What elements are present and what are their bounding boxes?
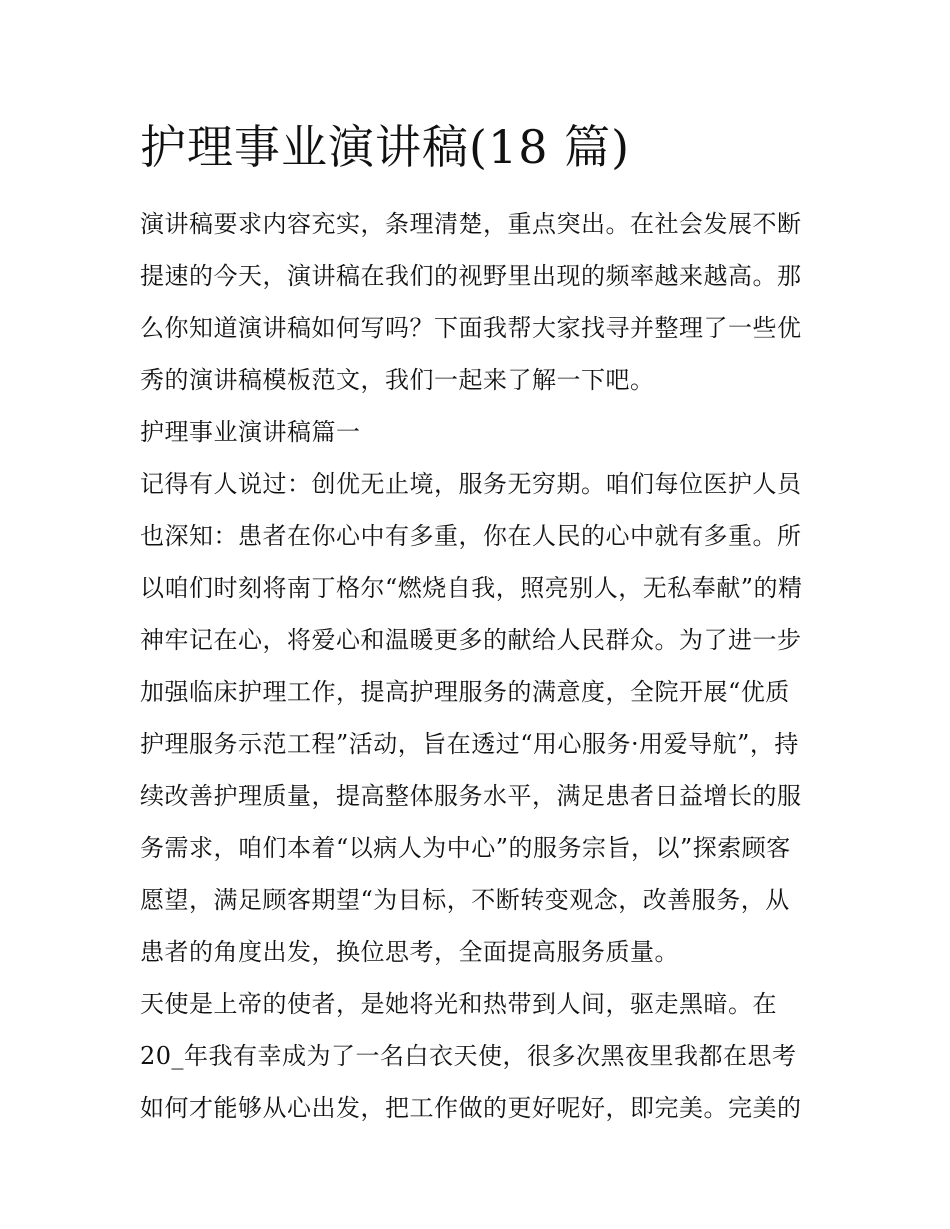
text-line: 患者的角度出发，换位思考，全面提高服务质量。 bbox=[140, 938, 679, 966]
text-line: 愿望，满足顾客期望“为目标，不断转变观念，改善服务，从 bbox=[140, 886, 790, 914]
document-content bbox=[140, 112, 820, 1134]
section-heading: 护理事业演讲稿篇一 bbox=[140, 418, 361, 446]
text-line: 么你知道演讲稿如何写吗？下面我帮大家找寻并整理了一些优 bbox=[140, 314, 802, 342]
text-line: 如何才能够从心出发，把工作做的更好呢好，即完美。完美的 bbox=[140, 1094, 802, 1122]
text-line: 加强临床护理工作，提高护理服务的满意度，全院开展“优质 bbox=[140, 678, 790, 706]
document-body bbox=[140, 198, 820, 1134]
text-line: 秀的演讲稿模板范文，我们一起来了解一下吧。 bbox=[140, 366, 655, 394]
text-line: 20_年我有幸成为了一名白衣天使，很多次黑夜里我都在思考 bbox=[140, 1042, 797, 1070]
text-line: 以咱们时刻将南丁格尔“燃烧自我，照亮别人，无私奉献”的精 bbox=[140, 574, 803, 602]
text-line: 记得有人说过：创优无止境，服务无穷期。咱们每位医护人员 bbox=[140, 470, 802, 498]
text-line: 也深知：患者在你心中有多重，你在人民的心中就有多重。所 bbox=[140, 522, 802, 550]
text-line: 演讲稿要求内容充实，条理清楚，重点突出。在社会发展不断 bbox=[140, 210, 802, 238]
text-line: 务需求，咱们本着“以病人为中心”的服务宗旨，以”探索顾客 bbox=[140, 834, 791, 862]
text-line: 天使是上帝的使者，是她将光和热带到人间，驱走黑暗。在 bbox=[140, 990, 777, 1018]
text-line: 提速的今天，演讲稿在我们的视野里出现的频率越来越高。那 bbox=[140, 262, 802, 290]
text-line: 神牢记在心，将爱心和温暖更多的献给人民群众。为了进一步 bbox=[140, 626, 802, 654]
document-title: 护理事业演讲稿(18 篇) bbox=[140, 120, 631, 174]
text-line: 续改善护理质量，提高整体服务水平，满足患者日益增长的服 bbox=[140, 782, 802, 810]
text-line: 护理服务示范工程”活动，旨在透过“用心服务·用爱导航”，持 bbox=[140, 730, 799, 758]
